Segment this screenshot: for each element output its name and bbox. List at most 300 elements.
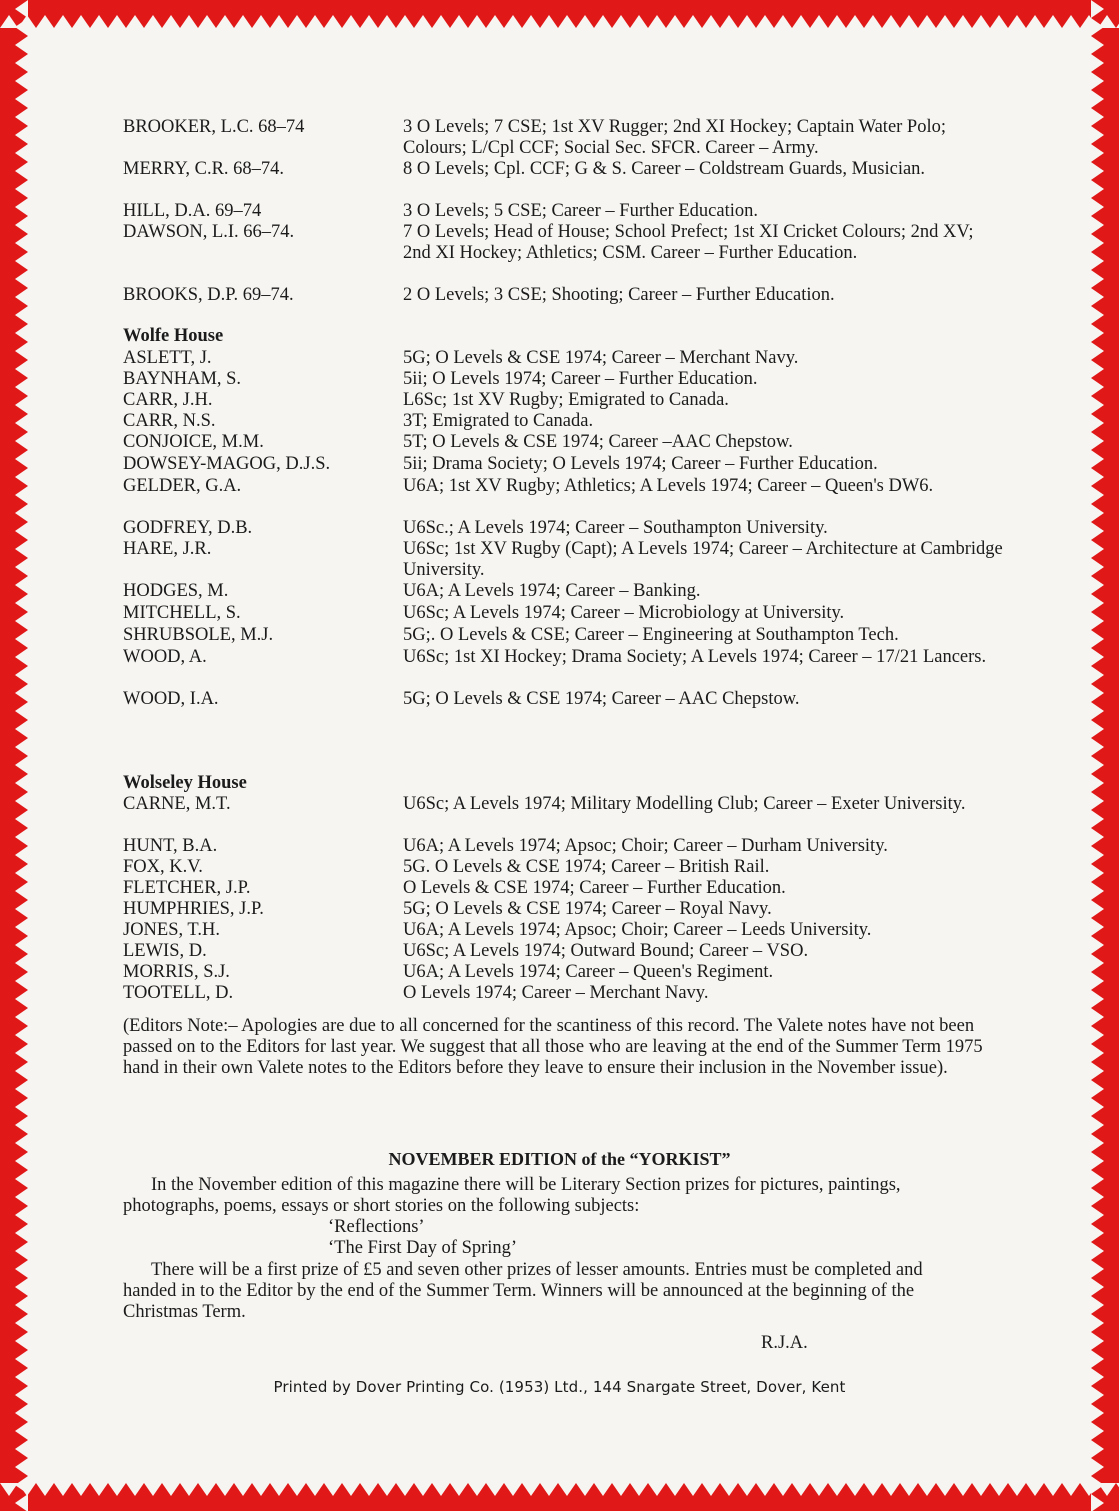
border-tooth [1091, 1206, 1104, 1224]
border-tooth [1091, 450, 1104, 468]
border-tooth [396, 15, 414, 28]
border-tooth [15, 990, 28, 1008]
border-tooth [792, 15, 810, 28]
border-tooth [774, 15, 792, 28]
border-tooth [1091, 954, 1104, 972]
border-tooth [126, 15, 144, 28]
border-tooth [360, 15, 378, 28]
border-tooth [522, 1483, 540, 1496]
border-tooth [15, 720, 28, 738]
border-tooth [1091, 234, 1104, 252]
border-tooth [1091, 918, 1104, 936]
entry-details: 7 O Levels; Head of House; School Prefect; 1st XI Cricket Colours; 2nd XV; 2nd XI Hockey; Athletics; CSM. Career – Further Education. [403, 222, 974, 263]
border-tooth [486, 15, 504, 28]
border-tooth [15, 1080, 28, 1098]
border-tooth [1091, 540, 1104, 558]
border-tooth [1026, 15, 1044, 28]
entry-details: 5G; O Levels & CSE 1974; Career – Merchant Navy. [403, 348, 799, 368]
entry-details: 3T; Emigrated to Canada. [403, 411, 594, 431]
border-tooth [162, 15, 180, 28]
entry-name: BROOKS, D.P. 69–74. [123, 285, 294, 305]
border-tooth [1091, 1080, 1104, 1098]
border-tooth [378, 15, 396, 28]
entry-details: U6Sc; 1st XI Hockey; Drama Society; A Levels 1974; Career – 17/21 Lancers. [403, 647, 987, 667]
border-tooth [450, 1483, 468, 1496]
entry-name: GODFREY, D.B. [123, 518, 253, 538]
entry-details: 8 O Levels; Cpl. CCF; G & S. Career – Coldstream Guards, Musician. [403, 159, 926, 179]
entry-name: DOWSEY-MAGOG, D.J.S. [123, 454, 331, 474]
border-tooth [324, 1483, 342, 1496]
subject-2: ‘The First Day of Spring’ [328, 1238, 518, 1258]
november-heading: NOVEMBER EDITION of the “YORKIST” [388, 1149, 731, 1169]
border-tooth [72, 1483, 90, 1496]
border-tooth [1091, 198, 1104, 216]
border-tooth [15, 378, 28, 396]
border-tooth [1091, 864, 1104, 882]
border-tooth [15, 576, 28, 594]
border-tooth [882, 1483, 900, 1496]
border-tooth [15, 324, 28, 342]
border-tooth [648, 1483, 666, 1496]
entry-details: U6Sc.; A Levels 1974; Career – Southampton University. [403, 518, 828, 538]
border-tooth [432, 15, 450, 28]
border-tooth [1008, 15, 1026, 28]
border-tooth [15, 108, 28, 126]
border-tooth [15, 72, 28, 90]
entry-name: WOOD, I.A. [123, 689, 219, 709]
entry-details: 5ii; Drama Society; O Levels 1974; Career – Further Education. [403, 454, 878, 474]
border-tooth [126, 1483, 144, 1496]
border-tooth [828, 1483, 846, 1496]
border-tooth [15, 1458, 28, 1476]
border-tooth [432, 1483, 450, 1496]
border-tooth [396, 1483, 414, 1496]
border-tooth [1091, 558, 1104, 576]
november-paragraph-2: There will be a first prize of £5 and seven other prizes of lesser amounts. Entries must be completed and handed in to the Editor by the end of the Summer Term. Winners will be announced at the beginning of the Christmas Term. [123, 1260, 923, 1322]
border-tooth [15, 0, 28, 18]
border-tooth [15, 1278, 28, 1296]
border-tooth [918, 15, 936, 28]
border-bottom [0, 1483, 1119, 1511]
border-tooth [1091, 252, 1104, 270]
border-tooth [1091, 738, 1104, 756]
border-tooth [558, 1483, 576, 1496]
border-tooth [468, 1483, 486, 1496]
border-tooth [15, 1170, 28, 1188]
border-tooth [1091, 486, 1104, 504]
border-tooth [15, 1404, 28, 1422]
border-tooth [1091, 810, 1104, 828]
border-tooth [576, 15, 594, 28]
entry-name: MERRY, C.R. 68–74. [123, 159, 285, 179]
border-tooth [774, 1483, 792, 1496]
entry-name: SHRUBSOLE, M.J. [123, 625, 274, 645]
border-tooth [288, 1483, 306, 1496]
border-tooth [486, 1483, 504, 1496]
border-tooth [1091, 180, 1104, 198]
border-tooth [15, 144, 28, 162]
printer-imprint: Printed by Dover Printing Co. (1953) Ltd., 144 Snargate Street, Dover, Kent [273, 1378, 846, 1396]
border-tooth [15, 198, 28, 216]
border-tooth [15, 432, 28, 450]
border-tooth [144, 1483, 162, 1496]
border-tooth [306, 15, 324, 28]
entry-details: L6Sc; 1st XV Rugby; Emigrated to Canada. [403, 390, 729, 410]
border-tooth [15, 396, 28, 414]
border-tooth [15, 180, 28, 198]
entry-name: TOOTELL, D. [123, 983, 234, 1003]
border-tooth [15, 18, 28, 36]
border-tooth [504, 15, 522, 28]
border-tooth [15, 1332, 28, 1350]
border-tooth [1091, 1332, 1104, 1350]
border-tooth [306, 1483, 324, 1496]
border-tooth [162, 1483, 180, 1496]
border-tooth [270, 1483, 288, 1496]
border-tooth [15, 900, 28, 918]
border-tooth [15, 234, 28, 252]
border-tooth [15, 702, 28, 720]
border-tooth [15, 1422, 28, 1440]
border-tooth [1091, 1134, 1104, 1152]
border-tooth [540, 15, 558, 28]
border-tooth [15, 1242, 28, 1260]
border-tooth [1091, 36, 1104, 54]
entry-name: CONJOICE, M.M. [123, 432, 264, 452]
border-tooth [900, 15, 918, 28]
border-tooth [1091, 1278, 1104, 1296]
border-tooth [15, 666, 28, 684]
border-tooth [1091, 270, 1104, 288]
border-tooth [15, 1314, 28, 1332]
entry-details: 5G;. O Levels & CSE; Career – Engineering at Southampton Tech. [403, 625, 899, 645]
border-tooth [594, 1483, 612, 1496]
border-tooth [1091, 666, 1104, 684]
border-tooth [15, 54, 28, 72]
border-tooth [576, 1483, 594, 1496]
entry-name: FLETCHER, J.P. [123, 878, 251, 898]
border-tooth [1091, 1224, 1104, 1242]
border-tooth [15, 918, 28, 936]
border-tooth [15, 612, 28, 630]
border-tooth [1091, 432, 1104, 450]
border-tooth [15, 1494, 28, 1511]
border-tooth [1091, 414, 1104, 432]
border-tooth [216, 15, 234, 28]
border-tooth [15, 954, 28, 972]
border-tooth [1091, 342, 1104, 360]
border-tooth [1062, 1483, 1080, 1496]
border-tooth [1091, 1458, 1104, 1476]
border-tooth [864, 1483, 882, 1496]
border-tooth [1091, 756, 1104, 774]
border-tooth [15, 162, 28, 180]
border-tooth [15, 522, 28, 540]
border-tooth [1044, 1483, 1062, 1496]
border-tooth [1091, 1314, 1104, 1332]
border-tooth [15, 36, 28, 54]
border-tooth [342, 15, 360, 28]
wolseley-house-heading: Wolseley House [123, 773, 247, 793]
entry-name: CARNE, M.T. [123, 794, 231, 814]
entry-name: CARR, J.H. [123, 390, 213, 410]
border-tooth [15, 270, 28, 288]
border-tooth [1044, 15, 1062, 28]
border-tooth [594, 15, 612, 28]
border-tooth [1091, 288, 1104, 306]
border-tooth [990, 1483, 1008, 1496]
border-tooth [15, 972, 28, 990]
entry-details: 5G; O Levels & CSE 1974; Career – AAC Chepstow. [403, 689, 800, 709]
entry-details: O Levels 1974; Career – Merchant Navy. [403, 983, 709, 1003]
border-tooth [54, 1483, 72, 1496]
border-tooth [15, 1188, 28, 1206]
border-tooth [15, 630, 28, 648]
border-tooth [15, 756, 28, 774]
border-tooth [15, 1044, 28, 1062]
border-tooth [1091, 108, 1104, 126]
border-tooth [1008, 1483, 1026, 1496]
border-tooth [15, 1206, 28, 1224]
border-tooth [972, 15, 990, 28]
border-tooth [1091, 1026, 1104, 1044]
border-tooth [756, 1483, 774, 1496]
border-tooth [1091, 1350, 1104, 1368]
border-tooth [15, 540, 28, 558]
border-tooth [1091, 54, 1104, 72]
border-tooth [15, 1476, 28, 1494]
border-tooth [15, 468, 28, 486]
border-tooth [1091, 1008, 1104, 1026]
entry-details: 5G. O Levels & CSE 1974; Career – British Rail. [403, 857, 770, 877]
border-tooth [1091, 1062, 1104, 1080]
entry-details: U6Sc; A Levels 1974; Military Modelling Club; Career – Exeter University. [403, 794, 966, 814]
border-tooth [1091, 1494, 1104, 1511]
border-tooth [15, 288, 28, 306]
border-tooth [198, 15, 216, 28]
border-tooth [15, 342, 28, 360]
border-tooth [1091, 162, 1104, 180]
border-tooth [180, 1483, 198, 1496]
entry-details: 5G; O Levels & CSE 1974; Career – Royal Navy. [403, 899, 772, 919]
entry-name: MITCHELL, S. [123, 603, 241, 623]
border-tooth [252, 15, 270, 28]
border-tooth [1091, 90, 1104, 108]
entry-details: U6A; A Levels 1974; Career – Banking. [403, 581, 701, 601]
border-tooth [1091, 18, 1104, 36]
border-tooth [1091, 702, 1104, 720]
border-tooth [648, 15, 666, 28]
border-tooth [720, 1483, 738, 1496]
border-tooth [144, 15, 162, 28]
border-tooth [1091, 0, 1104, 18]
border-tooth [90, 1483, 108, 1496]
border-tooth [846, 15, 864, 28]
border-tooth [15, 1152, 28, 1170]
border-tooth [846, 1483, 864, 1496]
border-tooth [666, 1483, 684, 1496]
wolfe-house-heading: Wolfe House [123, 326, 224, 346]
border-tooth [1091, 720, 1104, 738]
border-tooth [15, 774, 28, 792]
border-tooth [1091, 774, 1104, 792]
border-tooth [828, 15, 846, 28]
border-tooth [15, 936, 28, 954]
border-tooth [1091, 1152, 1104, 1170]
entry-name: WOOD, A. [123, 647, 207, 667]
border-tooth [414, 1483, 432, 1496]
border-tooth [15, 450, 28, 468]
border-tooth [558, 15, 576, 28]
border-tooth [15, 684, 28, 702]
border-tooth [15, 846, 28, 864]
border-tooth [54, 15, 72, 28]
entry-name: LEWIS, D. [123, 941, 207, 961]
border-tooth [666, 15, 684, 28]
border-tooth [252, 1483, 270, 1496]
entry-details: 3 O Levels; 7 CSE; 1st XV Rugger; 2nd XI Hockey; Captain Water Polo; Colours; L/Cpl CCF; Social Sec. SFCR. Career – Army. [403, 117, 947, 158]
border-tooth [1091, 648, 1104, 666]
border-tooth [72, 15, 90, 28]
border-tooth [684, 15, 702, 28]
border-tooth [1091, 126, 1104, 144]
border-tooth [15, 1062, 28, 1080]
border-tooth [270, 15, 288, 28]
border-tooth [792, 1483, 810, 1496]
border-tooth [1091, 1098, 1104, 1116]
border-tooth [882, 15, 900, 28]
border-tooth [504, 1483, 522, 1496]
border-tooth [15, 1296, 28, 1314]
border-tooth [1091, 1386, 1104, 1404]
border-tooth [1091, 216, 1104, 234]
entry-details: U6A; A Levels 1974; Career – Queen's Regiment. [403, 962, 774, 982]
border-tooth [288, 15, 306, 28]
border-right [1091, 0, 1119, 1511]
border-tooth [15, 1134, 28, 1152]
editors-note: (Editors Note:– Apologies are due to all concerned for the scantiness of this record. The Valete notes have not been passed on to the Editors for last year. We suggest that all those who are leaving at the end of the Summer Term 1975 hand in their own Valete notes to the Editors before they leave to ensure their inclusion in the November issue). [123, 1016, 983, 1078]
november-paragraph-1: In the November edition of this magazine there will be Literary Section prizes for pictures, paintings, photographs, poems, essays or short stories on the following subjects: [123, 1175, 901, 1216]
border-tooth [684, 1483, 702, 1496]
border-tooth [702, 1483, 720, 1496]
border-tooth [1091, 1440, 1104, 1458]
entry-details: U6Sc; A Levels 1974; Career – Microbiology at University. [403, 603, 845, 623]
border-tooth [1091, 1422, 1104, 1440]
border-tooth [1091, 522, 1104, 540]
border-tooth [15, 1116, 28, 1134]
entry-name: CARR, N.S. [123, 411, 216, 431]
border-tooth [1091, 1044, 1104, 1062]
border-tooth [738, 1483, 756, 1496]
border-tooth [522, 15, 540, 28]
border-tooth [90, 15, 108, 28]
border-tooth [15, 126, 28, 144]
entry-details: U6Sc; 1st XV Rugby (Capt); A Levels 1974; Career – Architecture at Cambridge University. [403, 539, 1003, 580]
entry-name: HARE, J.R. [123, 539, 212, 559]
border-tooth [15, 1008, 28, 1026]
border-tooth [15, 828, 28, 846]
border-tooth [1091, 396, 1104, 414]
border-tooth [1091, 828, 1104, 846]
border-tooth [1091, 936, 1104, 954]
border-tooth [918, 1483, 936, 1496]
border-tooth [360, 1483, 378, 1496]
border-tooth [954, 1483, 972, 1496]
border-tooth [1091, 144, 1104, 162]
entry-details: U6Sc; A Levels 1974; Outward Bound; Career – VSO. [403, 941, 809, 961]
border-tooth [612, 15, 630, 28]
subject-1: ‘Reflections’ [328, 1217, 425, 1237]
border-tooth [1091, 1170, 1104, 1188]
border-tooth [1091, 972, 1104, 990]
border-tooth [108, 15, 126, 28]
border-tooth [936, 15, 954, 28]
border-tooth [1091, 1296, 1104, 1314]
entry-name: BAYNHAM, S. [123, 369, 242, 389]
border-tooth [15, 882, 28, 900]
page [28, 28, 1091, 1483]
border-tooth [216, 1483, 234, 1496]
border-tooth [1091, 792, 1104, 810]
border-tooth [1091, 1368, 1104, 1386]
border-tooth [15, 1350, 28, 1368]
entry-details: 2 O Levels; 3 CSE; Shooting; Career – Further Education. [403, 285, 835, 305]
border-tooth [1091, 1242, 1104, 1260]
border-tooth [342, 1483, 360, 1496]
entry-name: FOX, K.V. [123, 857, 203, 877]
border-tooth [1062, 15, 1080, 28]
border-tooth [15, 414, 28, 432]
border-tooth [15, 738, 28, 756]
border-tooth [1091, 1260, 1104, 1278]
border-tooth [15, 486, 28, 504]
border-left [0, 0, 28, 1511]
entry-name: HILL, D.A. 69–74 [123, 201, 262, 221]
border-tooth [1091, 990, 1104, 1008]
entry-details: U6A; A Levels 1974; Apsoc; Choir; Career – Durham University. [403, 836, 888, 856]
border-tooth [15, 792, 28, 810]
border-tooth [1091, 882, 1104, 900]
border-tooth [540, 1483, 558, 1496]
border-tooth [468, 15, 486, 28]
border-tooth [36, 15, 54, 28]
border-tooth [756, 15, 774, 28]
border-tooth [15, 252, 28, 270]
border-tooth [936, 1483, 954, 1496]
entry-details: 5T; O Levels & CSE 1974; Career –AAC Chepstow. [403, 432, 793, 452]
border-tooth [15, 864, 28, 882]
border-tooth [1091, 684, 1104, 702]
border-tooth [954, 15, 972, 28]
border-tooth [1091, 846, 1104, 864]
border-tooth [234, 15, 252, 28]
entry-details: U6A; A Levels 1974; Apsoc; Choir; Career – Leeds University. [403, 920, 872, 940]
entry-name: GELDER, G.A. [123, 476, 242, 496]
border-tooth [810, 15, 828, 28]
border-tooth [1091, 72, 1104, 90]
border-tooth [864, 15, 882, 28]
entry-name: BROOKER, L.C. 68–74 [123, 117, 305, 137]
border-tooth [810, 1483, 828, 1496]
border-tooth [15, 90, 28, 108]
border-tooth [15, 1368, 28, 1386]
border-tooth [15, 306, 28, 324]
border-tooth [1091, 594, 1104, 612]
border-tooth [1091, 612, 1104, 630]
border-tooth [738, 15, 756, 28]
border-tooth [15, 216, 28, 234]
border-tooth [378, 1483, 396, 1496]
